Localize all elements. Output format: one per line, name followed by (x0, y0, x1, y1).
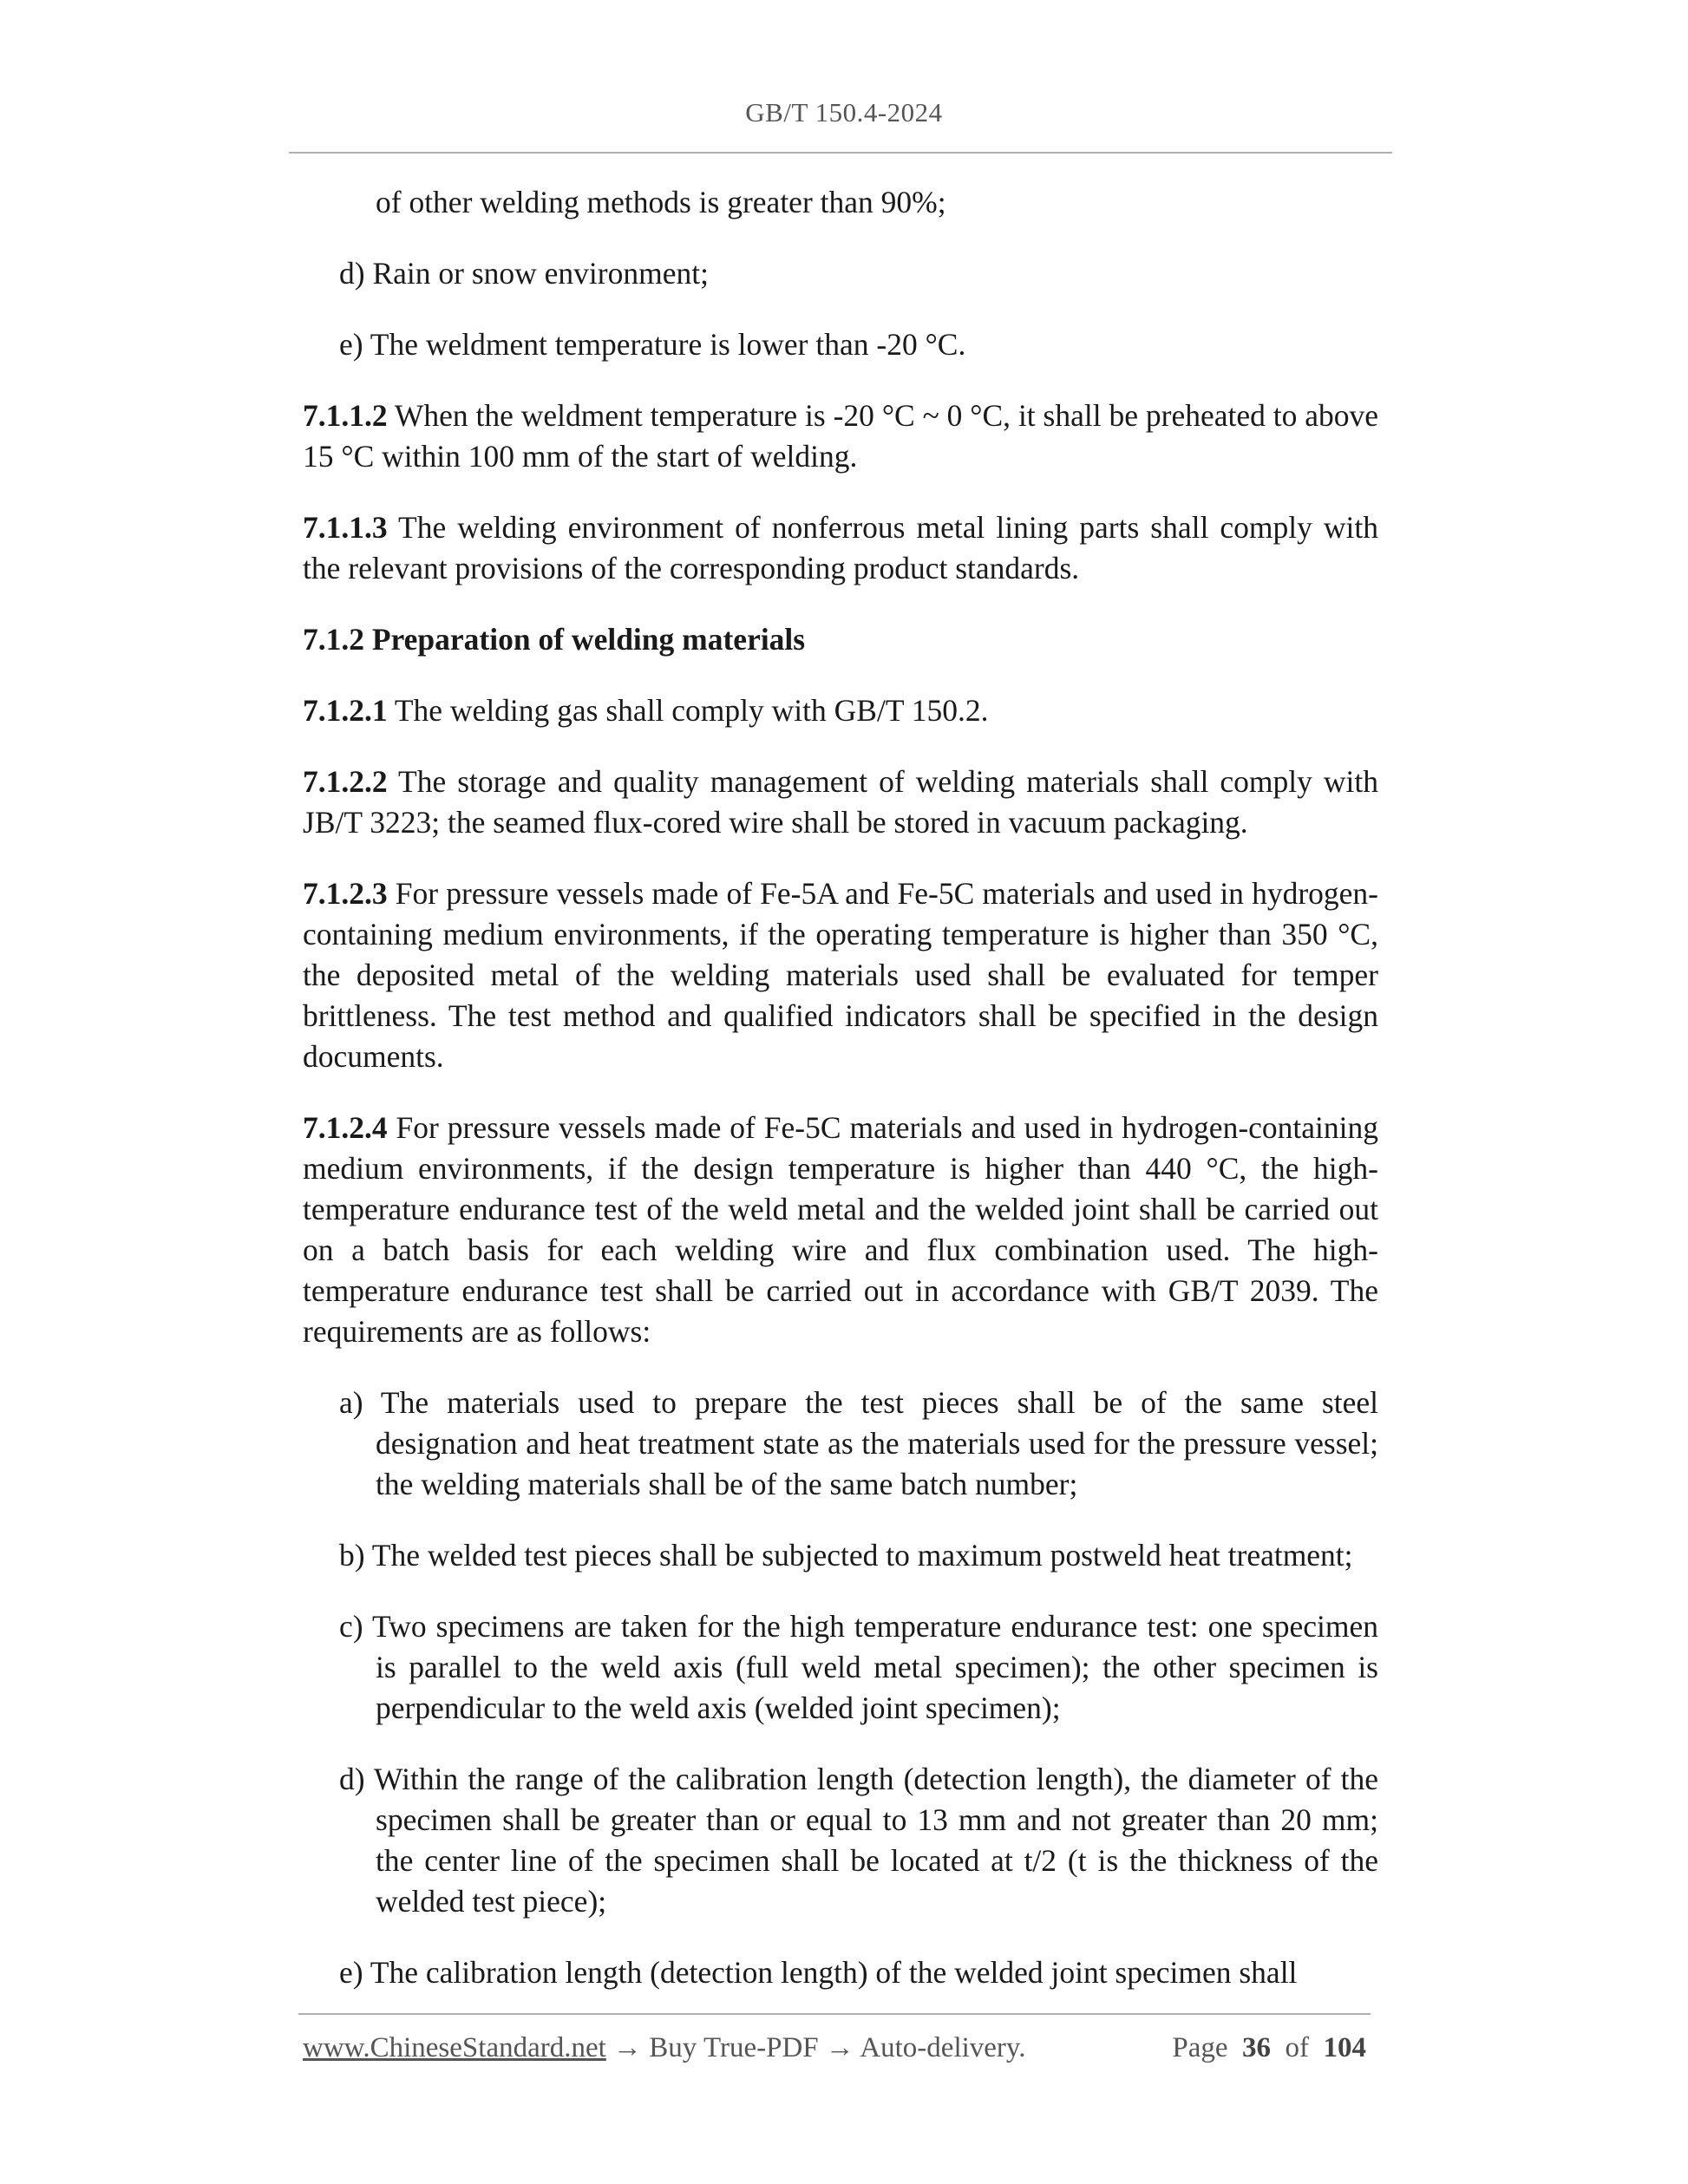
list-item-e-temperature: e) The weldment temperature is lower than -20 °C. (339, 327, 966, 362)
section-heading-7-1-2: 7.1.2 Preparation of welding materials (303, 622, 806, 657)
list-item-e: e) The calibration length (detection length) of the welded joint specimen shall (339, 1955, 1298, 1990)
clause-text: For pressure vessels made of Fe-5C materials and used in hydrogen-containing medium environments, if the design temperature is higher than 440 °C, the high-temperature endurance test of the weld metal and the welded joint shall be carried out on a batch basis for each welding wire and flux combination used. The high-temperature endurance test shall be carried out in accordance with GB/T 2039. The requirements are as follows: (303, 1110, 1378, 1349)
document-header-title: GB/T 150.4-2024 (745, 97, 943, 128)
clause-text: When the weldment temperature is -20 °C ~ 0 °C, it shall be preheated to above 15 °C within 100 mm of the start of welding. (303, 398, 1378, 474)
footer-promo (303, 2032, 1026, 2064)
page-of: of (1285, 2032, 1309, 2063)
page-total: 104 (1323, 2032, 1366, 2063)
footer-divider (298, 2013, 1371, 2015)
clause-text: The welding environment of nonferrous metal lining parts shall comply with the relevant provisions of the corresponding product standards. (303, 510, 1378, 585)
list-item-a: a) The materials used to prepare the test pieces shall be of the same steel designation and heat treatment state as the materials used for the pressure vessel; the welding materials shall be of the same batch number; (339, 1385, 1378, 1501)
list-item-d-rain: d) Rain or snow environment; (339, 256, 709, 291)
clause-number: 7.1.1.2 (303, 398, 388, 433)
footer-promo-text: → Buy True-PDF → Auto-delivery. (605, 2032, 1026, 2063)
clause-number: 7.1.2.4 (303, 1110, 388, 1145)
clause-text: The welding gas shall comply with GB/T 150.2. (387, 693, 989, 728)
clause-7-1-1-3 (303, 507, 1378, 589)
list-item-b: b) The welded test pieces shall be subjected to maximum postweld heat treatment; (339, 1538, 1353, 1573)
website-link[interactable]: www.ChineseStandard.net (303, 2032, 606, 2063)
continued-list-text: of other welding methods is greater than 90%; (376, 185, 946, 219)
clause-number: 7.1.2.2 (303, 764, 388, 799)
page-current: 36 (1242, 2032, 1271, 2063)
clause-text: The storage and quality management of welding materials shall comply with JB/T 3223; the seamed flux-cored wire shall be stored in vacuum packaging. (303, 764, 1378, 840)
clause-number: 7.1.1.3 (303, 510, 388, 545)
list-item-c: c) Two specimens are taken for the high temperature endurance test: one specimen is parallel to the weld axis (full weld metal specimen); the other specimen is perpendicular to the weld axis (welded joint specimen); (339, 1609, 1378, 1725)
list-item-d: d) Within the range of the calibration length (detection length), the diameter of the specimen shall be greater than or equal to 13 mm and not greater than 20 mm; the center line of the specimen shall be located at t/2 (t is the thickness of the welded test piece); (339, 1762, 1378, 1919)
page-footer (303, 2032, 1366, 2064)
clause-text: For pressure vessels made of Fe-5A and Fe-5C materials and used in hydrogen-containing medium environments, if the operating temperature is higher than 350 °C, the deposited metal of the welding materials used shall be evaluated for temper brittleness. The test method and qualified indicators shall be specified in the design documents. (303, 876, 1378, 1074)
clause-7-1-1-2 (303, 396, 1378, 477)
clause-number: 7.1.2.1 (303, 693, 388, 728)
page-label: Page (1172, 2032, 1228, 2063)
clause-number: 7.1.2.3 (303, 876, 388, 911)
header-divider (289, 152, 1392, 154)
clause-7-1-2-4 (303, 1108, 1378, 1352)
clause-7-1-2-2 (303, 762, 1378, 843)
clause-7-1-2-3 (303, 873, 1378, 1077)
page-content (303, 182, 1378, 2024)
page-number (1172, 2032, 1366, 2064)
clause-7-1-2-1 (303, 690, 1378, 731)
